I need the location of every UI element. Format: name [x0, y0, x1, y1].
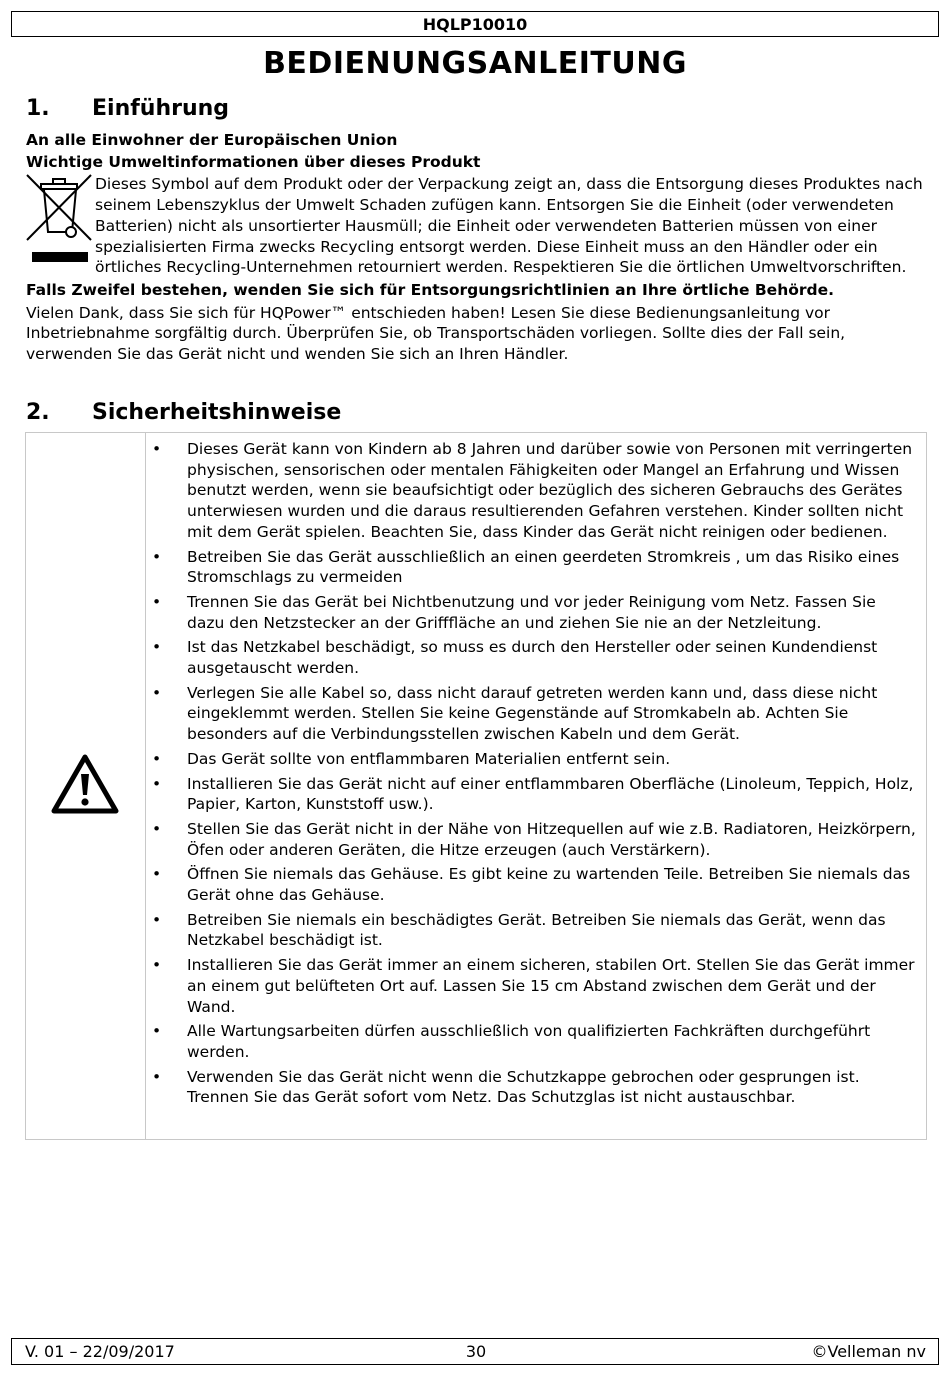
- bullet-marker: •: [152, 749, 162, 768]
- safety-item-text: Verwenden Sie das Gerät nicht wenn die Schutzkappe gebrochen oder gesprungen ist. Trennen Sie das Gerät sofort vom Netz. Das Schutzglas ist nicht austauschbar.: [187, 1067, 860, 1107]
- safety-item-text: Betreiben Sie niemals ein beschädigtes Gerät. Betreiben Sie niemals das Gerät, wenn das Netzkabel beschädigt ist.: [187, 910, 886, 950]
- bullet-marker: •: [152, 638, 162, 657]
- document-title: BEDIENUNGSANLEITUNG: [263, 46, 687, 81]
- page-footer: [11, 1338, 939, 1365]
- environment-subtitle: Wichtige Umweltinformationen über dieses Produkt: [26, 152, 481, 171]
- safety-item-text: Alle Wartungsarbeiten dürfen ausschließlich von qualifizierten Fachkräften durchgeführt werden.: [187, 1022, 871, 1061]
- warning-triangle-icon: [51, 754, 119, 814]
- section-2-heading: [26, 399, 341, 427]
- safety-instructions-list: [146, 433, 926, 1139]
- safety-item-text: Installieren Sie das Gerät nicht auf einer entflammbaren Oberfläche (Linoleum, Teppich, Holz, Papier, Karton, Kunststoff usw.).: [187, 774, 914, 814]
- bullet-marker: •: [152, 440, 162, 458]
- safety-item: [146, 1021, 918, 1062]
- safety-item: [146, 637, 918, 678]
- safety-item-text: Trennen Sie das Gerät bei Nichtbenutzung und vor jeder Reinigung vom Netz. Fassen Sie dazu den Netzstecker an der Grifffläche an und ziehen Sie nie an der Netzleitung.: [187, 592, 876, 632]
- section-1-number: 1.: [26, 96, 50, 121]
- safety-item: [146, 955, 918, 1017]
- safety-item: [146, 592, 918, 633]
- bullet-marker: •: [152, 683, 162, 702]
- safety-item-text: Stellen Sie das Gerät nicht in der Nähe von Hitzequellen auf wie z.B. Radiatoren, Heizkörpern, Öfen oder anderen Geräten, die Hitze erzeugen (auch Verstärkern).: [187, 819, 916, 859]
- section-1-heading: [26, 95, 229, 123]
- safety-item: [146, 910, 918, 951]
- environment-notice: [26, 174, 926, 278]
- bullet-marker: •: [152, 865, 162, 884]
- header-model: HQLP10010: [11, 11, 939, 37]
- footer-version: V. 01 – 22/09/2017: [25, 1342, 175, 1361]
- bullet-marker: •: [152, 547, 162, 566]
- safety-item: [146, 864, 918, 905]
- section-2-title: Sicherheitshinweise: [92, 400, 342, 425]
- bullet-marker: •: [152, 819, 162, 838]
- thanks-paragraph: Vielen Dank, dass Sie sich für HQPower™ entschieden haben! Lesen Sie diese Bedienungsanleitung vor Inbetriebnahme sorgfältig durch. Überprüfen Sie, ob Transportschäden vorliegen. Sollte dies der Fall sein, verwenden Sie das Gerät nicht und wenden Sie sich an Ihren Händler.: [26, 303, 846, 364]
- section-1-body: [26, 130, 926, 365]
- authority-notice: Falls Zweifel bestehen, wenden Sie sich für Entsorgungsrichtlinien an Ihre örtliche Behörde.: [26, 280, 835, 299]
- eu-residents-subtitle: An alle Einwohner der Europäischen Union: [26, 131, 398, 149]
- safety-item-text: Betreiben Sie das Gerät ausschließlich an einen geerdeten Stromkreis , um das Risiko eines Stromschlags zu vermeiden: [187, 547, 900, 587]
- safety-item: [146, 439, 918, 543]
- safety-item: [146, 683, 918, 745]
- safety-item: [146, 749, 918, 770]
- section-2-number: 2.: [26, 400, 50, 425]
- safety-item-text: Installieren Sie das Gerät immer an einem sicheren, stabilen Ort. Stellen Sie das Gerät immer an einem gut belüfteten Ort auf. Lassen Sie 15 cm Abstand zwischen dem Gerät und der Wand.: [187, 956, 915, 1016]
- safety-item-text: Ist das Netzkabel beschädigt, so muss es durch den Hersteller oder seinen Kundendienst ausgetauscht werden.: [187, 638, 878, 678]
- footer-copyright: ©Velleman nv: [811, 1342, 926, 1361]
- bullet-marker: •: [152, 592, 162, 611]
- bullet-marker: •: [152, 774, 162, 793]
- safety-icon-cell: [26, 433, 146, 1139]
- weee-crossed-bin-icon: [26, 174, 92, 262]
- bullet-marker: •: [152, 1022, 162, 1041]
- bullet-marker: •: [152, 1067, 162, 1086]
- safety-item: [146, 1067, 918, 1108]
- safety-item-text: Verlegen Sie alle Kabel so, dass nicht darauf getreten werden kann und, dass diese nicht eingeklemmt werden. Stellen Sie keine Gegenstände auf Stromkabeln ab. Achten Sie besonders auf die Verbindungsstellen zwischen Kabeln und dem Gerät.: [187, 683, 878, 744]
- footer-page-number: 30: [465, 1342, 487, 1361]
- safety-item-text: Dieses Gerät kann von Kindern ab 8 Jahren und darüber sowie von Personen mit verringerten physischen, sensorischen oder mentalen Fähigkeiten oder Mangel an Erfahrung und Wissen benutzt werden, wenn sie beaufsichtigt oder bezüglich des sicheren Gebrauchs des Gerätes unterwiesen wurden und die daraus resultierenden Gefahren verstehen. Kinder sollten nicht mit dem Gerät spielen. Beachten Sie, dass Kinder das Gerät nicht reinigen oder bedienen.: [187, 440, 913, 541]
- safety-item-text: Das Gerät sollte von entflammbaren Materialien entfernt sein.: [187, 749, 671, 768]
- section-1-title: Einführung: [92, 96, 230, 121]
- safety-item: [146, 547, 918, 588]
- environment-text: Dieses Symbol auf dem Produkt oder der Verpackung zeigt an, dass die Entsorgung dieses Produktes nach seinem Lebenszyklus der Umwelt Schaden zufügen kann. Entsorgen Sie die Einheit (oder verwendeten Batterien) nicht als unsortierter Hausmüll; die Einheit oder verwendeten Batterien müssen von einer spezialisierten Firma zwecks Recycling entsorgt werden. Diese Einheit muss an den Händler oder ein örtliches Recycling-Unternehmen retourniert werden. Respektieren Sie die örtlichen Umweltvorschriften.: [95, 175, 923, 277]
- bullet-marker: •: [152, 910, 162, 929]
- safety-item-text: Öffnen Sie niemals das Gehäuse. Es gibt keine zu wartenden Teile. Betreiben Sie niemals das Gerät ohne das Gehäuse.: [187, 865, 911, 905]
- safety-item: [146, 774, 918, 815]
- safety-item: [146, 819, 918, 860]
- safety-table: [25, 432, 927, 1140]
- bullet-marker: •: [152, 956, 162, 975]
